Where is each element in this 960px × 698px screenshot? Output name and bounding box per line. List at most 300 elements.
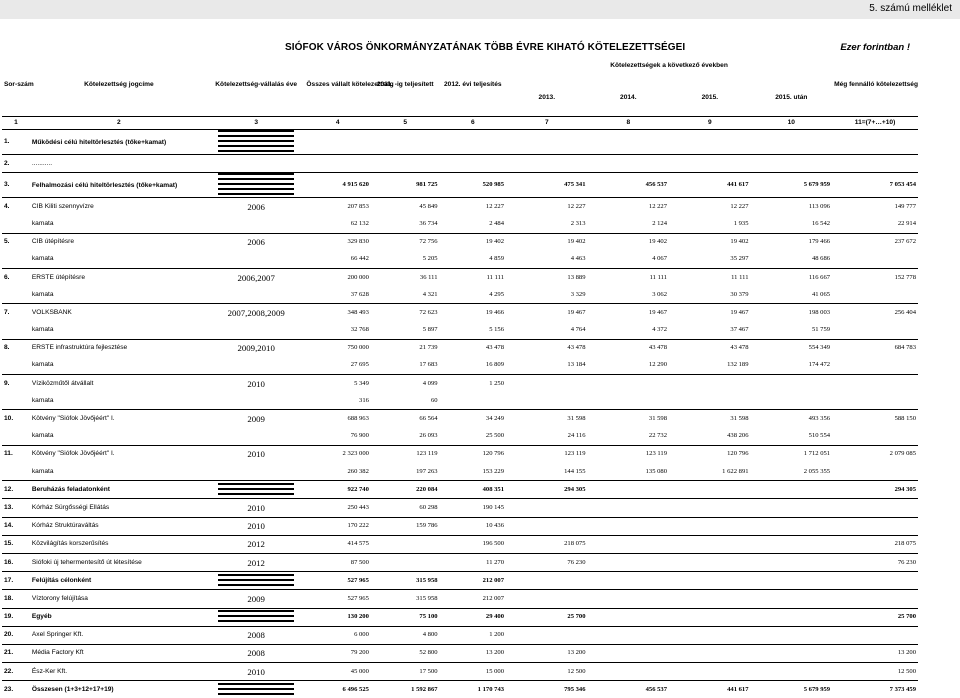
table-body: [2, 130, 918, 698]
row-label: Kötvény "Siófok Jövőjéért" I.: [30, 410, 208, 428]
header-teljesitett: 2011. -ig teljesített: [371, 54, 440, 117]
row-number: 15.: [2, 535, 30, 553]
value-teljesitett: 123 119: [371, 445, 440, 463]
value-osszes: 4 915 620: [304, 173, 370, 198]
value-y2015-utan: [751, 499, 833, 517]
row-label: ...........: [30, 155, 208, 173]
value-teljesites-2012: 120 796: [440, 445, 506, 463]
row-label: kamata: [30, 215, 208, 233]
vallalas-year: 2006: [208, 233, 305, 251]
value-teljesitett: [371, 155, 440, 173]
value-y2014: 123 119: [588, 445, 670, 463]
value-teljesitett: 66 564: [371, 410, 440, 428]
value-y2015: [669, 517, 751, 535]
value-teljesites-2012: 520 985: [440, 173, 506, 198]
value-y2015: 120 796: [669, 445, 751, 463]
value-y2015-utan: 116 667: [751, 268, 833, 286]
value-y2014: 456 537: [588, 173, 670, 198]
value-meg-fennallo: 12 500: [832, 663, 918, 681]
value-meg-fennallo: 218 075: [832, 535, 918, 553]
row-number: 13.: [2, 499, 30, 517]
table-row: [2, 481, 918, 499]
value-teljesites-2012: 43 478: [440, 339, 506, 357]
column-number-row: [2, 117, 918, 130]
value-y2015: [669, 608, 751, 626]
table-row: [2, 663, 918, 681]
hatch-block: [218, 173, 295, 197]
value-y2015: 37 467: [669, 322, 751, 340]
row-number: 11.: [2, 445, 30, 463]
value-y2014: [588, 553, 670, 571]
value-y2015-utan: [751, 553, 833, 571]
value-y2013: [506, 155, 588, 173]
row-number: 2.: [2, 155, 30, 173]
value-y2015-utan: 48 686: [751, 251, 833, 269]
row-label: Felhalmozási célú hiteltörlesztés (tőke+kamat): [30, 173, 208, 198]
value-teljesitett: 60: [371, 392, 440, 410]
value-teljesites-2012: 212 007: [440, 590, 506, 608]
header-row: [2, 54, 918, 117]
value-y2015: [669, 644, 751, 662]
hatch-block: [218, 483, 295, 497]
value-y2013: 13 889: [506, 268, 588, 286]
row-number: 23.: [2, 681, 30, 698]
hatch-block: [218, 610, 295, 624]
value-y2015-utan: 51 759: [751, 322, 833, 340]
value-meg-fennallo: [832, 428, 918, 446]
value-teljesitett: 72 756: [371, 233, 440, 251]
value-teljesites-2012: 15 000: [440, 663, 506, 681]
value-y2013: 24 116: [506, 428, 588, 446]
value-y2013: 475 341: [506, 173, 588, 198]
value-teljesites-2012: 5 156: [440, 322, 506, 340]
value-y2015: [669, 392, 751, 410]
vallalas-year: 2008: [208, 626, 305, 644]
table-row: [2, 681, 918, 698]
value-teljesitett: 60 298: [371, 499, 440, 517]
value-osszes: 329 830: [304, 233, 370, 251]
row-number: 12.: [2, 481, 30, 499]
row-number: 22.: [2, 663, 30, 681]
table-row: [2, 173, 918, 198]
value-meg-fennallo: [832, 322, 918, 340]
value-teljesites-2012: 196 500: [440, 535, 506, 553]
value-y2015: 12 227: [669, 198, 751, 216]
vallalas-year: 2010: [208, 517, 305, 535]
value-teljesites-2012: [440, 392, 506, 410]
value-y2014: [588, 590, 670, 608]
value-osszes: 87 500: [304, 553, 370, 571]
colnum-4: 4: [304, 117, 370, 130]
value-y2015-utan: 1 712 051: [751, 445, 833, 463]
value-osszes: 2 323 000: [304, 445, 370, 463]
value-teljesitett: 36 734: [371, 215, 440, 233]
value-meg-fennallo: 237 672: [832, 233, 918, 251]
value-teljesites-2012: 408 351: [440, 481, 506, 499]
row-number: 4.: [2, 198, 30, 216]
value-osszes: 130 200: [304, 608, 370, 626]
value-y2014: [588, 663, 670, 681]
value-teljesites-2012: 10 436: [440, 517, 506, 535]
value-y2015-utan: 198 003: [751, 304, 833, 322]
header-sorszam: Sor-szám: [2, 54, 30, 117]
table-row: [2, 375, 918, 393]
interest-row: [2, 463, 918, 481]
header-meg-fennallo: Még fennálló kötelezettség: [832, 54, 918, 117]
value-y2015: [669, 572, 751, 590]
value-y2013: [506, 375, 588, 393]
value-teljesitett: 315 958: [371, 572, 440, 590]
value-y2015: 1 622 891: [669, 463, 751, 481]
value-y2013: [506, 392, 588, 410]
value-teljesites-2012: 1 250: [440, 375, 506, 393]
value-meg-fennallo: [832, 155, 918, 173]
value-meg-fennallo: 152 778: [832, 268, 918, 286]
value-y2015: [669, 481, 751, 499]
header-kovetkezo-label: Kötelezettségek a következő években: [506, 54, 832, 80]
table-row: [2, 130, 918, 155]
value-teljesites-2012: 212 007: [440, 572, 506, 590]
value-teljesitett: 45 849: [371, 198, 440, 216]
value-y2014: 12 290: [588, 357, 670, 375]
value-y2015: 132 189: [669, 357, 751, 375]
value-teljesites-2012: 2 484: [440, 215, 506, 233]
value-y2015: [669, 130, 751, 155]
row-label: ERSTE útépítésre: [30, 268, 208, 286]
value-meg-fennallo: 256 404: [832, 304, 918, 322]
vallalas-year: 2010: [208, 499, 305, 517]
value-y2015: 30 379: [669, 286, 751, 304]
value-teljesites-2012: 13 200: [440, 644, 506, 662]
value-meg-fennallo: [832, 286, 918, 304]
value-y2015-utan: [751, 155, 833, 173]
value-y2013: 19 402: [506, 233, 588, 251]
value-y2015: 441 617: [669, 681, 751, 698]
value-y2015: 438 206: [669, 428, 751, 446]
row-label: Ész-Ker Kft.: [30, 663, 208, 681]
value-y2013: 4 764: [506, 322, 588, 340]
row-label: ERSTE infrastruktúra fejlesztése: [30, 339, 208, 357]
value-y2015-utan: [751, 626, 833, 644]
row-number: 14.: [2, 517, 30, 535]
table-row: [2, 198, 918, 216]
header-2015-utan: 2015. után: [751, 94, 833, 102]
value-osszes: 27 695: [304, 357, 370, 375]
row-label: kamata: [30, 428, 208, 446]
document-title: SIÓFOK VÁROS ÖNKORMÁNYZATÁNAK TÖBB ÉVRE KIHATÓ KÖTELEZETTSÉGEI: [285, 42, 685, 53]
row-number: 1.: [2, 130, 30, 155]
value-y2013: [506, 626, 588, 644]
table-row: [2, 155, 918, 173]
value-y2013: 2 313: [506, 215, 588, 233]
value-teljesitett: [371, 535, 440, 553]
value-y2013: 25 700: [506, 608, 588, 626]
value-teljesites-2012: 153 229: [440, 463, 506, 481]
table-row: [2, 535, 918, 553]
value-y2015-utan: 41 065: [751, 286, 833, 304]
header-2015: 2015.: [669, 94, 751, 102]
value-y2015-utan: 493 356: [751, 410, 833, 428]
value-y2014: 22 732: [588, 428, 670, 446]
vallalas-year: [208, 155, 305, 173]
vallalas-year: [208, 463, 305, 481]
value-y2015: 1 935: [669, 215, 751, 233]
value-y2015: [669, 375, 751, 393]
row-label: Beruházás feladatonként: [30, 481, 208, 499]
value-y2015-utan: 113 096: [751, 198, 833, 216]
value-y2013: [506, 572, 588, 590]
row-label: Kórház Struktúraváltás: [30, 517, 208, 535]
value-teljesites-2012: 4 295: [440, 286, 506, 304]
value-meg-fennallo: [832, 392, 918, 410]
row-number: [2, 392, 30, 410]
colnum-2: 2: [30, 117, 208, 130]
value-teljesites-2012: 4 859: [440, 251, 506, 269]
value-y2015-utan: [751, 517, 833, 535]
interest-row: [2, 357, 918, 375]
value-teljesites-2012: 11 111: [440, 268, 506, 286]
value-osszes: 922 740: [304, 481, 370, 499]
row-label: Média Factory Kft: [30, 644, 208, 662]
annex-bar: [0, 0, 960, 19]
value-y2014: 4 372: [588, 322, 670, 340]
row-number: [2, 251, 30, 269]
row-label: kamata: [30, 322, 208, 340]
value-y2014: 456 537: [588, 681, 670, 698]
vallalas-year: [208, 428, 305, 446]
value-osszes: [304, 155, 370, 173]
value-teljesitett: 75 100: [371, 608, 440, 626]
header-osszes: Összes vállalt kötelezettség: [304, 54, 370, 117]
value-osszes: 527 965: [304, 590, 370, 608]
value-osszes: 527 965: [304, 572, 370, 590]
value-teljesitett: 220 084: [371, 481, 440, 499]
value-osszes: 45 000: [304, 663, 370, 681]
value-osszes: 5 349: [304, 375, 370, 393]
value-y2015-utan: 554 349: [751, 339, 833, 357]
value-meg-fennallo: [832, 251, 918, 269]
value-y2014: 11 111: [588, 268, 670, 286]
interest-row: [2, 392, 918, 410]
value-teljesites-2012: 1 200: [440, 626, 506, 644]
row-label: kamata: [30, 251, 208, 269]
value-y2013: [506, 517, 588, 535]
vallalas-year: 2007,2008,2009: [208, 304, 305, 322]
vallalas-hatch: [208, 173, 305, 198]
row-label: Működési célú hiteltörlesztés (tőke+kamat): [30, 130, 208, 155]
value-y2013: 4 463: [506, 251, 588, 269]
vallalas-year: 2009: [208, 410, 305, 428]
value-osszes: 316: [304, 392, 370, 410]
unit-note: Ezer forintban !: [840, 42, 910, 53]
row-number: 17.: [2, 572, 30, 590]
table-row: [2, 268, 918, 286]
colnum-8: 8: [588, 117, 670, 130]
header-kovetkezo: [506, 54, 832, 117]
value-y2015: [669, 590, 751, 608]
value-teljesitett: 197 263: [371, 463, 440, 481]
value-y2013: 13 184: [506, 357, 588, 375]
row-label: kamata: [30, 357, 208, 375]
row-number: 21.: [2, 644, 30, 662]
value-y2015: [669, 155, 751, 173]
value-y2015-utan: [751, 535, 833, 553]
value-meg-fennallo: 294 305: [832, 481, 918, 499]
value-y2015-utan: 2 055 355: [751, 463, 833, 481]
vallalas-year: [208, 286, 305, 304]
value-meg-fennallo: 684 783: [832, 339, 918, 357]
value-y2014: 19 402: [588, 233, 670, 251]
row-label: Összesen (1+3+12+17+19): [30, 681, 208, 698]
vallalas-year: [208, 215, 305, 233]
value-y2015-utan: [751, 481, 833, 499]
value-y2015-utan: [751, 663, 833, 681]
colnum-11: 11=(7+…+10): [832, 117, 918, 130]
vallalas-year: 2012: [208, 553, 305, 571]
value-y2014: [588, 392, 670, 410]
value-y2014: 2 124: [588, 215, 670, 233]
value-osszes: [304, 130, 370, 155]
row-label: kamata: [30, 286, 208, 304]
value-y2013: 3 329: [506, 286, 588, 304]
table-row: [2, 590, 918, 608]
colnum-3: 3: [208, 117, 305, 130]
value-teljesitett: 4 099: [371, 375, 440, 393]
value-meg-fennallo: [832, 590, 918, 608]
vallalas-hatch: [208, 130, 305, 155]
value-y2014: 43 478: [588, 339, 670, 357]
value-y2013: 12 500: [506, 663, 588, 681]
header-year-cells: [506, 80, 832, 116]
value-y2014: [588, 375, 670, 393]
interest-row: [2, 215, 918, 233]
value-teljesites-2012: 190 145: [440, 499, 506, 517]
obligations-table: [2, 54, 918, 698]
value-teljesitett: [371, 130, 440, 155]
value-meg-fennallo: 13 200: [832, 644, 918, 662]
annex-label: 5. számú melléklet: [869, 3, 952, 14]
table-row: [2, 233, 918, 251]
value-y2015: 43 478: [669, 339, 751, 357]
value-y2014: [588, 517, 670, 535]
value-meg-fennallo: 588 150: [832, 410, 918, 428]
row-number: [2, 286, 30, 304]
interest-row: [2, 322, 918, 340]
value-meg-fennallo: [832, 375, 918, 393]
row-label: Axel Springer Kft.: [30, 626, 208, 644]
value-y2015: [669, 499, 751, 517]
value-meg-fennallo: [832, 517, 918, 535]
row-label: Víziközműtől átvállalt: [30, 375, 208, 393]
value-teljesites-2012: 19 402: [440, 233, 506, 251]
row-label: Közvilágítás korszerűsítés: [30, 535, 208, 553]
value-meg-fennallo: [832, 499, 918, 517]
row-number: 6.: [2, 268, 30, 286]
value-y2014: [588, 608, 670, 626]
value-meg-fennallo: [832, 626, 918, 644]
value-y2015-utan: [751, 590, 833, 608]
row-number: 8.: [2, 339, 30, 357]
row-label: Siófoki új tehermentesítő út létesítése: [30, 553, 208, 571]
value-osszes: 6 000: [304, 626, 370, 644]
value-y2015: 11 111: [669, 268, 751, 286]
value-osszes: 200 000: [304, 268, 370, 286]
value-teljesites-2012: [440, 155, 506, 173]
row-label: Felújítás célonként: [30, 572, 208, 590]
value-y2014: [588, 155, 670, 173]
value-teljesitett: 72 623: [371, 304, 440, 322]
value-y2014: 4 067: [588, 251, 670, 269]
value-y2013: 43 478: [506, 339, 588, 357]
colnum-1: 1: [2, 117, 30, 130]
colnum-10: 10: [751, 117, 833, 130]
value-y2015-utan: 16 542: [751, 215, 833, 233]
value-meg-fennallo: 2 079 085: [832, 445, 918, 463]
value-teljesitett: 36 111: [371, 268, 440, 286]
value-y2015-utan: [751, 644, 833, 662]
row-label: Kötvény "Siófok Jövőjéért" I.: [30, 445, 208, 463]
row-number: 10.: [2, 410, 30, 428]
row-number: 19.: [2, 608, 30, 626]
vallalas-hatch: [208, 481, 305, 499]
value-teljesites-2012: 34 249: [440, 410, 506, 428]
value-y2015-utan: [751, 572, 833, 590]
value-teljesitett: 52 800: [371, 644, 440, 662]
interest-row: [2, 428, 918, 446]
value-meg-fennallo: [832, 572, 918, 590]
header-2013: 2013.: [506, 94, 588, 102]
value-meg-fennallo: [832, 463, 918, 481]
row-label: Víztorony felújítása: [30, 590, 208, 608]
row-number: 18.: [2, 590, 30, 608]
vallalas-year: [208, 322, 305, 340]
row-number: 20.: [2, 626, 30, 644]
colnum-7: 7: [506, 117, 588, 130]
value-y2015: [669, 626, 751, 644]
value-y2014: [588, 499, 670, 517]
value-osszes: 207 853: [304, 198, 370, 216]
value-teljesitett: 21 739: [371, 339, 440, 357]
interest-row: [2, 251, 918, 269]
vallalas-year: [208, 392, 305, 410]
table-row: [2, 572, 918, 590]
value-y2015: 19 467: [669, 304, 751, 322]
value-osszes: 37 628: [304, 286, 370, 304]
value-y2015: 441 617: [669, 173, 751, 198]
vallalas-year: 2006: [208, 198, 305, 216]
value-teljesites-2012: 12 227: [440, 198, 506, 216]
vallalas-year: 2010: [208, 375, 305, 393]
value-meg-fennallo: 22 914: [832, 215, 918, 233]
value-osszes: 76 900: [304, 428, 370, 446]
row-number: 9.: [2, 375, 30, 393]
value-meg-fennallo: 76 230: [832, 553, 918, 571]
value-y2015: [669, 535, 751, 553]
value-y2015: [669, 663, 751, 681]
row-number: 5.: [2, 233, 30, 251]
vallalas-hatch: [208, 608, 305, 626]
value-y2013: 123 119: [506, 445, 588, 463]
value-y2014: [588, 572, 670, 590]
value-y2015-utan: 5 679 959: [751, 681, 833, 698]
value-teljesitett: 315 958: [371, 590, 440, 608]
value-meg-fennallo: [832, 357, 918, 375]
value-teljesitett: 4 321: [371, 286, 440, 304]
table-row: [2, 608, 918, 626]
value-y2015-utan: [751, 375, 833, 393]
row-label: kamata: [30, 463, 208, 481]
value-teljesitett: 159 786: [371, 517, 440, 535]
